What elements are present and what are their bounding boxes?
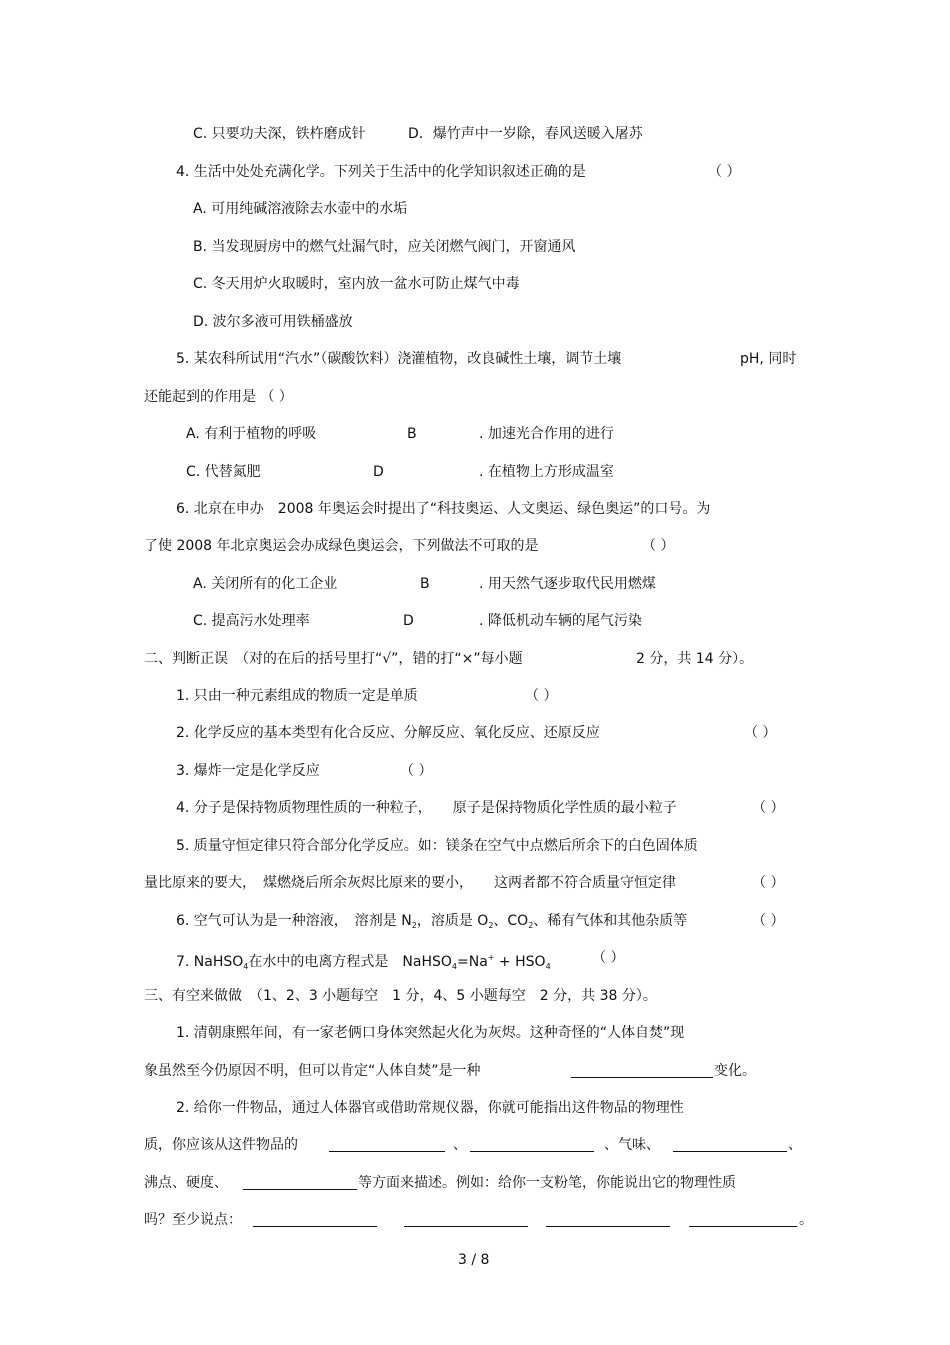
q5-option-b-letter: B bbox=[407, 426, 417, 442]
q6-option-a: A. 关闭所有的化工企业 bbox=[193, 576, 338, 592]
s2-item-4: 4. 分子是保持物质物理性质的一种粒子， 原子是保持物质化学性质的最小粒子 bbox=[176, 800, 677, 816]
s3-q2-line3-end: 等方面来描述。例如：给你一支粉笔，你能说出它的物理性质 bbox=[358, 1175, 736, 1191]
section2-heading-score: 2 分，共 14 分）。 bbox=[636, 651, 754, 667]
s2-item-3: 3. 爆炸一定是化学反应 bbox=[176, 763, 320, 779]
s2-item-6-sub1: 2 bbox=[411, 921, 417, 930]
s3-q1-answer-blank[interactable] bbox=[571, 1063, 713, 1078]
s2-item-6-t2: ，溶质是 O bbox=[416, 913, 489, 929]
s2-item-5-line1: 5. 质量守恒定律只符合部分化学反应。如：镁条在空气中点燃后所余下的白色固体质 bbox=[176, 838, 698, 854]
s3-q2-odor: 、气味、 bbox=[604, 1137, 660, 1153]
s2-item-2-paren: （ ） bbox=[744, 725, 777, 741]
s2-item-6 bbox=[176, 911, 687, 936]
q5-option-d-text: . 在植物上方形成温室 bbox=[479, 464, 614, 480]
q5-stem-ph: pH, 同时 bbox=[740, 351, 797, 367]
q4-answer-paren: （ ） bbox=[708, 164, 741, 180]
s2-item-6-sub2: 2 bbox=[488, 921, 494, 930]
s2-item-5-paren: （ ） bbox=[752, 875, 785, 891]
s3-q2-line4-end: 。 bbox=[799, 1212, 813, 1228]
s3-q2-line1: 2. 给你一件物品，通过人体器官或借助常规仪器，你就可能指出这件物品的物理性 bbox=[176, 1100, 684, 1116]
page-number: 3 / 8 bbox=[458, 1252, 490, 1268]
s3-q2-chalk-blank-1[interactable] bbox=[253, 1212, 377, 1227]
s3-q1-line2: 象虽然至今仍原因不明，但可以肯定“人体自焚”是一种 bbox=[144, 1063, 481, 1079]
q3-option-d: D．爆竹声中一岁除，春风送暖入屠苏 bbox=[408, 126, 643, 142]
q6-stem-line2: 了使 2008 年北京奥运会办成绿色奥运会，下列做法不可取的是 bbox=[144, 538, 539, 554]
q4-option-d: D. 波尔多液可用铁桶盛放 bbox=[193, 314, 353, 330]
s2-item-3-paren: （ ） bbox=[400, 763, 433, 779]
q6-option-d-letter: D bbox=[403, 613, 414, 629]
section3-heading: 三、有空来做做 （1、2、3 小题每空 1 分，4、5 小题每空 2 分，共 38 分）。 bbox=[144, 988, 657, 1004]
s3-q2-chalk-blank-4[interactable] bbox=[689, 1212, 797, 1227]
q4-option-b: B. 当发现厨房中的燃气灶漏气时，应关闭燃气阀门，开窗通风 bbox=[193, 239, 576, 255]
q5-option-b-text: . 加速光合作用的进行 bbox=[479, 426, 614, 442]
q3-option-c: C. 只要功夫深，铁杵磨成针 bbox=[193, 126, 366, 142]
s3-q2-blank-3[interactable] bbox=[673, 1137, 787, 1152]
s2-item-7-t4: + HSO bbox=[494, 954, 546, 970]
s2-item-1-paren: （ ） bbox=[525, 688, 558, 704]
q6-option-b-text: . 用天然气逐步取代民用燃煤 bbox=[479, 576, 656, 592]
q6-option-c: C. 提高污水处理率 bbox=[193, 613, 310, 629]
s2-item-5-line2: 量比原来的要大， 煤燃烧后所余灰烬比原来的要小， 这两者都不符合质量守恒定律 bbox=[144, 875, 676, 891]
q5-stem-line1: 5. 某农科所试用“汽水”（碳酸饮料）浇灌植物，改良碱性土壤，调节土壤 bbox=[176, 351, 622, 367]
q5-option-d-letter: D bbox=[373, 464, 384, 480]
q4-option-c: C. 冬天用炉火取暖时，室内放一盆水可防止煤气中毒 bbox=[193, 276, 520, 292]
section2-heading: 二、判断正误 （对的在后的括号里打“√”，错的打“×”每小题 bbox=[144, 651, 523, 667]
q5-stem-line2: 还能起到的作用是 （ ） bbox=[144, 389, 293, 405]
s2-item-2: 2. 化学反应的基本类型有化合反应、分解反应、氧化反应、还原反应 bbox=[176, 725, 600, 741]
s3-q2-line2-start: 质，你应该从这件物品的 bbox=[144, 1137, 298, 1153]
s3-q2-blank-1[interactable] bbox=[329, 1137, 445, 1152]
s3-q2-chalk-blank-2[interactable] bbox=[404, 1212, 528, 1227]
s3-q2-sep-1: 、 bbox=[453, 1137, 467, 1153]
s2-item-6-sub3: 2 bbox=[528, 921, 534, 930]
s2-item-7-sup: + bbox=[487, 953, 495, 962]
s2-item-1: 1. 只由一种元素组成的物质一定是单质 bbox=[176, 688, 418, 704]
s3-q2-chalk-blank-3[interactable] bbox=[546, 1212, 670, 1227]
s3-q2-line4-start: 吗？至少说点： bbox=[144, 1212, 242, 1228]
s3-q2-blank-2[interactable] bbox=[470, 1137, 594, 1152]
s3-q1-line2-end: 变化。 bbox=[714, 1063, 756, 1079]
s2-item-4-paren: （ ） bbox=[752, 800, 785, 816]
s2-item-7-sub2: 4 bbox=[451, 962, 457, 971]
s2-item-7 bbox=[176, 948, 551, 977]
s2-item-7-t1: 7. NaHSO bbox=[176, 954, 244, 970]
s3-q2-line3-start: 沸点、硬度、 bbox=[144, 1175, 228, 1191]
s2-item-7-t3: =Na bbox=[456, 954, 488, 970]
s2-item-6-t3: 、CO bbox=[493, 913, 529, 929]
s2-item-6-t4: 、稀有气体和其他杂质等 bbox=[533, 913, 688, 929]
s2-item-7-sub4: 4 bbox=[545, 962, 551, 971]
q4-option-a: A. 可用纯碱溶液除去水壶中的水垢 bbox=[193, 201, 408, 217]
s3-q2-sep-2: 、 bbox=[788, 1137, 802, 1153]
s3-q1-line1: 1. 清朝康熙年间，有一家老俩口身体突然起火化为灰烬。这种奇怪的“人体自焚”现 bbox=[176, 1025, 685, 1041]
q4-stem: 4. 生活中处处充满化学。下列关于生活中的化学知识叙述正确的是 bbox=[176, 164, 586, 180]
s2-item-6-t1: 6. 空气可认为是一种溶液， 溶剂是 N bbox=[176, 913, 412, 929]
s2-item-6-paren: （ ） bbox=[752, 913, 785, 929]
q6-option-b-letter: B bbox=[420, 576, 430, 592]
q6-option-d-text: . 降低机动车辆的尾气污染 bbox=[479, 613, 642, 629]
s2-item-7-t2: 在水中的电离方程式是 NaHSO bbox=[248, 954, 452, 970]
s2-item-7-sub1: 4 bbox=[243, 962, 249, 971]
q5-option-c: C. 代替氮肥 bbox=[186, 464, 261, 480]
q6-stem-line1: 6. 北京在申办 2008 年奥运会时提出了“科技奥运、人文奥运、绿色奥运”的口号。为 bbox=[176, 501, 711, 517]
q6-answer-paren: （ ） bbox=[642, 538, 675, 554]
q5-option-a: A. 有利于植物的呼吸 bbox=[186, 426, 317, 442]
s3-q2-blank-4[interactable] bbox=[243, 1175, 357, 1190]
s2-item-7-paren: （ ） bbox=[592, 950, 625, 966]
